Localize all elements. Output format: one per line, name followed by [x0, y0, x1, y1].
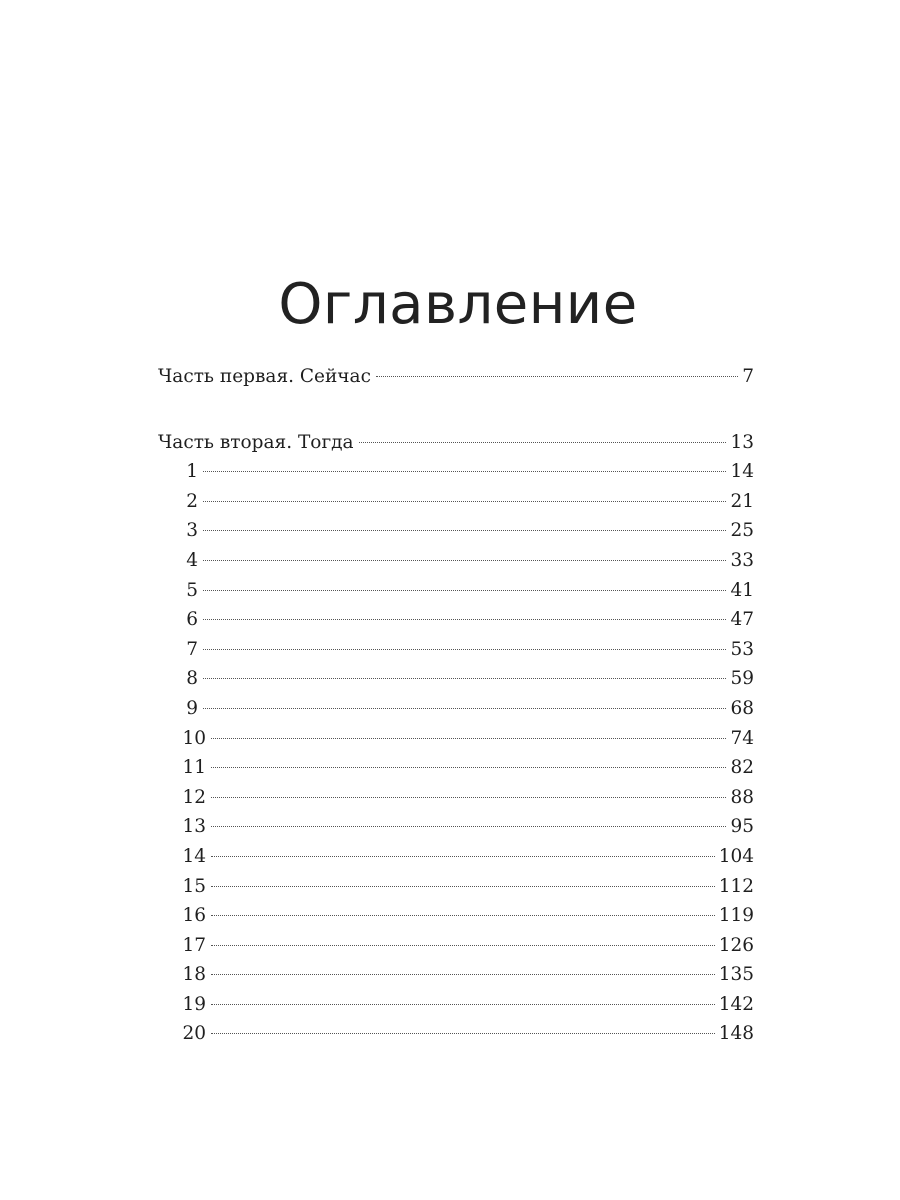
toc-entry-chapter[interactable]: [158, 1019, 754, 1049]
toc-entry-page: 21: [730, 490, 754, 512]
dot-leader: [211, 974, 715, 975]
dot-leader: [211, 1033, 715, 1034]
toc-entry-label: 12: [182, 786, 206, 808]
toc-entry-page: 88: [730, 786, 754, 808]
toc-entry-chapter[interactable]: [158, 753, 754, 783]
toc-entry-label: 4: [186, 549, 198, 571]
toc-entry-page: 95: [730, 816, 754, 838]
toc-entry-page: 119: [718, 905, 754, 927]
toc-entry-page: 142: [718, 993, 754, 1015]
toc-entry-label: 8: [186, 668, 198, 690]
toc-entry-chapter[interactable]: [158, 546, 754, 576]
toc-entry-label: 16: [182, 905, 206, 927]
toc-entry-page: 7: [742, 366, 754, 387]
toc-entry-label: 15: [182, 875, 206, 897]
toc-entry-chapter[interactable]: [158, 724, 754, 754]
page-title: Оглавление: [278, 272, 638, 337]
toc-entry-label: 17: [182, 934, 206, 956]
toc-entry-page: 14: [730, 461, 754, 483]
toc-entry-page: 74: [730, 727, 754, 749]
dot-leader: [211, 945, 715, 946]
toc-entry-label: 3: [186, 520, 198, 542]
toc-entry-page: 82: [730, 757, 754, 779]
toc-entry-chapter[interactable]: [158, 576, 754, 606]
dot-leader: [359, 442, 727, 443]
toc-entry-page: 13: [730, 431, 754, 453]
dot-leader: [203, 471, 726, 472]
toc-entry-label: Часть вторая. Тогда: [158, 431, 354, 453]
toc-entry-chapter[interactable]: [158, 457, 754, 487]
toc-entry-part-1[interactable]: [158, 362, 754, 392]
toc-entry-chapter[interactable]: [158, 990, 754, 1020]
dot-leader: [211, 826, 726, 827]
dot-leader: [211, 797, 726, 798]
dot-leader: [211, 886, 715, 887]
toc-entry-part-2[interactable]: [158, 428, 754, 458]
toc-entry-page: 126: [718, 934, 754, 956]
toc-entry-chapter[interactable]: [158, 960, 754, 990]
toc-entry-page: 104: [718, 845, 754, 867]
dot-leader: [211, 856, 715, 857]
dot-leader: [211, 767, 726, 768]
toc-entry-label: 14: [182, 845, 206, 867]
toc-entry-label: 10: [182, 727, 206, 749]
dot-leader: [203, 501, 726, 502]
toc-entry-label: 20: [182, 1023, 206, 1045]
toc-entry-page: 112: [718, 875, 754, 897]
dot-leader: [203, 678, 726, 679]
toc-entry-page: 148: [718, 1023, 754, 1045]
toc-entry-chapter[interactable]: [158, 783, 754, 813]
toc-entry-page: 53: [730, 638, 754, 660]
dot-leader: [203, 560, 726, 561]
table-of-contents: [158, 362, 754, 1049]
toc-entry-chapter[interactable]: [158, 664, 754, 694]
dot-leader: [203, 590, 726, 591]
toc-entry-label: 11: [182, 757, 206, 779]
toc-entry-chapter[interactable]: [158, 812, 754, 842]
toc-entry-label: 1: [186, 461, 198, 483]
dot-leader: [211, 1004, 715, 1005]
dot-leader: [203, 708, 726, 709]
toc-entry-label: 9: [186, 697, 198, 719]
toc-entry-label: 2: [186, 490, 198, 512]
toc-entry-page: 135: [718, 964, 754, 986]
toc-entry-label: 18: [182, 964, 206, 986]
dot-leader: [376, 376, 738, 377]
dot-leader: [211, 738, 726, 739]
toc-entry-page: 25: [730, 520, 754, 542]
toc-entry-chapter[interactable]: [158, 872, 754, 902]
toc-entry-chapter[interactable]: [158, 931, 754, 961]
toc-entry-chapter[interactable]: [158, 635, 754, 665]
toc-entry-page: 59: [730, 668, 754, 690]
toc-entry-label: 5: [186, 579, 198, 601]
dot-leader: [203, 619, 726, 620]
dot-leader: [203, 530, 726, 531]
dot-leader: [211, 915, 715, 916]
toc-entry-label: Часть первая. Сейчас: [158, 366, 371, 387]
toc-entry-page: 33: [730, 549, 754, 571]
toc-entry-label: 13: [182, 816, 206, 838]
toc-entry-page: 41: [730, 579, 754, 601]
toc-entry-chapter[interactable]: [158, 842, 754, 872]
toc-entry-label: 6: [186, 609, 198, 631]
toc-entry-chapter[interactable]: [158, 694, 754, 724]
toc-entry-chapter[interactable]: [158, 487, 754, 517]
toc-entry-chapter[interactable]: [158, 901, 754, 931]
toc-entry-label: 7: [186, 638, 198, 660]
dot-leader: [203, 649, 726, 650]
toc-entry-chapter[interactable]: [158, 605, 754, 635]
toc-entry-page: 47: [730, 609, 754, 631]
toc-entry-page: 68: [730, 697, 754, 719]
toc-entry-label: 19: [182, 993, 206, 1015]
toc-entry-chapter[interactable]: [158, 516, 754, 546]
